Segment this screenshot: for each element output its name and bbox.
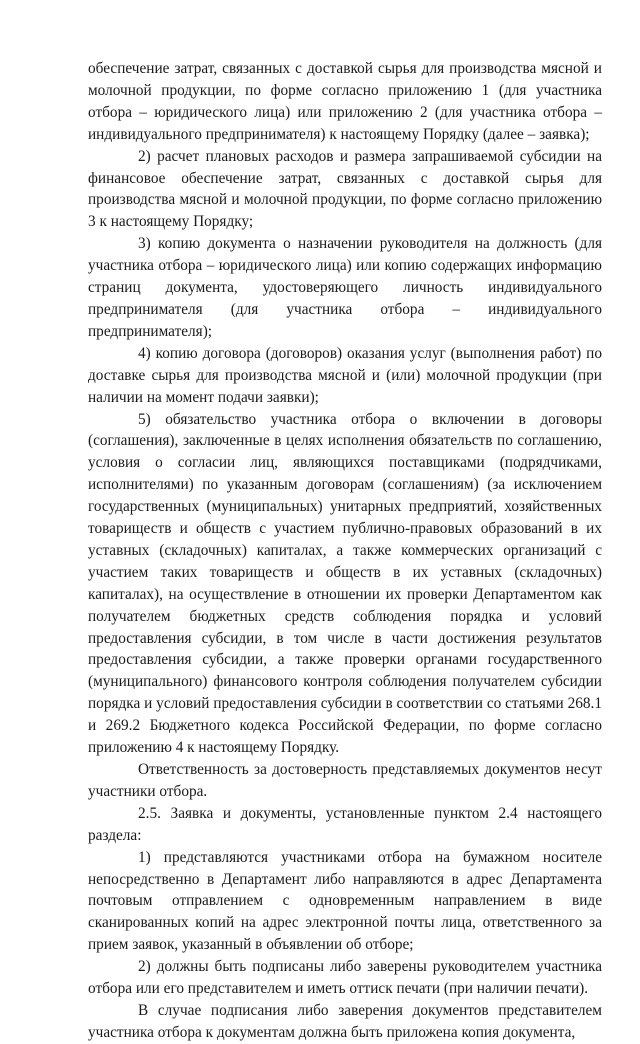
paragraph-item-4-service-contract: 4) копию договора (договоров) оказания услуг (выполнения работ) по доставке сырья для производства мясной и (или) молочной продукции (при наличии на момент подачи заявки);	[88, 344, 602, 406]
paragraph-responsibility: Ответственность за достоверность представляемых документов несут участники отбора.	[88, 761, 602, 800]
paragraph-item-2-expense-calculation: 2) расчет плановых расходов и размера запрашиваемой субсидии на финансовое обеспечение затрат, связанных с доставкой сырья для производства мясной и молочной продукции, по форме согласно приложению 3 к настоящему Порядку;	[88, 147, 602, 231]
document-page	[88, 58, 602, 1044]
paragraph-submission-method: 1) представляются участниками отбора на бумажном носителе непосредственно в Департамент либо направляются в адрес Департамента почтовым отправлением с одновременным направлением в виде сканированных копий на адрес электронной почты лица, ответственного за прием заявок, указанный в объявлении об отборе;	[88, 848, 602, 954]
paragraph-signature-requirement: 2) должны быть подписаны либо заверены руководителем участника отбора или его представителем и иметь оттиск печати (при наличии печати).	[88, 958, 602, 998]
paragraph-item-3-director-appointment: 3) копию документа о назначении руководителя на должность (для участника отбора – юридического лица) или копию содержащих информацию страниц документа, удостоверяющего личность индивидуального предпринимателя (для участника отбора – индивидуального предпринимателя);	[88, 235, 602, 340]
paragraph-application-form: обеспечение затрат, связанных с доставкой сырья для производства мясной и молочной продукции, по форме согласно приложению 1 (для участника отбора – юридического лица) или приложению 2 (для участника отбора – индивидуального предпринимателя) к настоящему Порядку (далее – заявка);	[88, 60, 602, 143]
paragraph-section-2-5: 2.5. Заявка и документы, установленные пунктом 2.4 настоящего раздела:	[88, 804, 602, 844]
paragraph-item-5-obligation: 5) обязательство участника отбора о включении в договоры (соглашения), заключенные в целях исполнения обязательств по соглашению, условия о согласии лиц, являющихся поставщиками (подрядчиками, исполнителями) по указанным договорам (соглашениям) (за исключением государственных (муниципальных) унитарных предприятий, хозяйственных товариществ и обществ с участием публично-правовых образований в их уставных (складочных) капиталах, а также коммерческих организаций с участием таких товариществ и обществ в их уставных (складочных) капиталах), на осуществление в отношении их проверки Департаментом как получателем бюджетных средств соблюдения порядка и условий предоставления субсидии, в том числе в части достижения результатов предоставления субсидии, а также проверки органами государственного (муниципального) финансового контроля соблюдения получателем субсидии порядка и условий предоставления субсидии в соответствии со статьями 268.1 и 269.2 Бюджетного кодекса Российской Федерации, по форме согласно приложению 4 к настоящему Порядку.	[88, 410, 602, 757]
paragraph-representative-document: В случае подписания либо заверения документов представителем участника отбора к документам должна быть приложена копия документа,	[88, 1001, 602, 1041]
